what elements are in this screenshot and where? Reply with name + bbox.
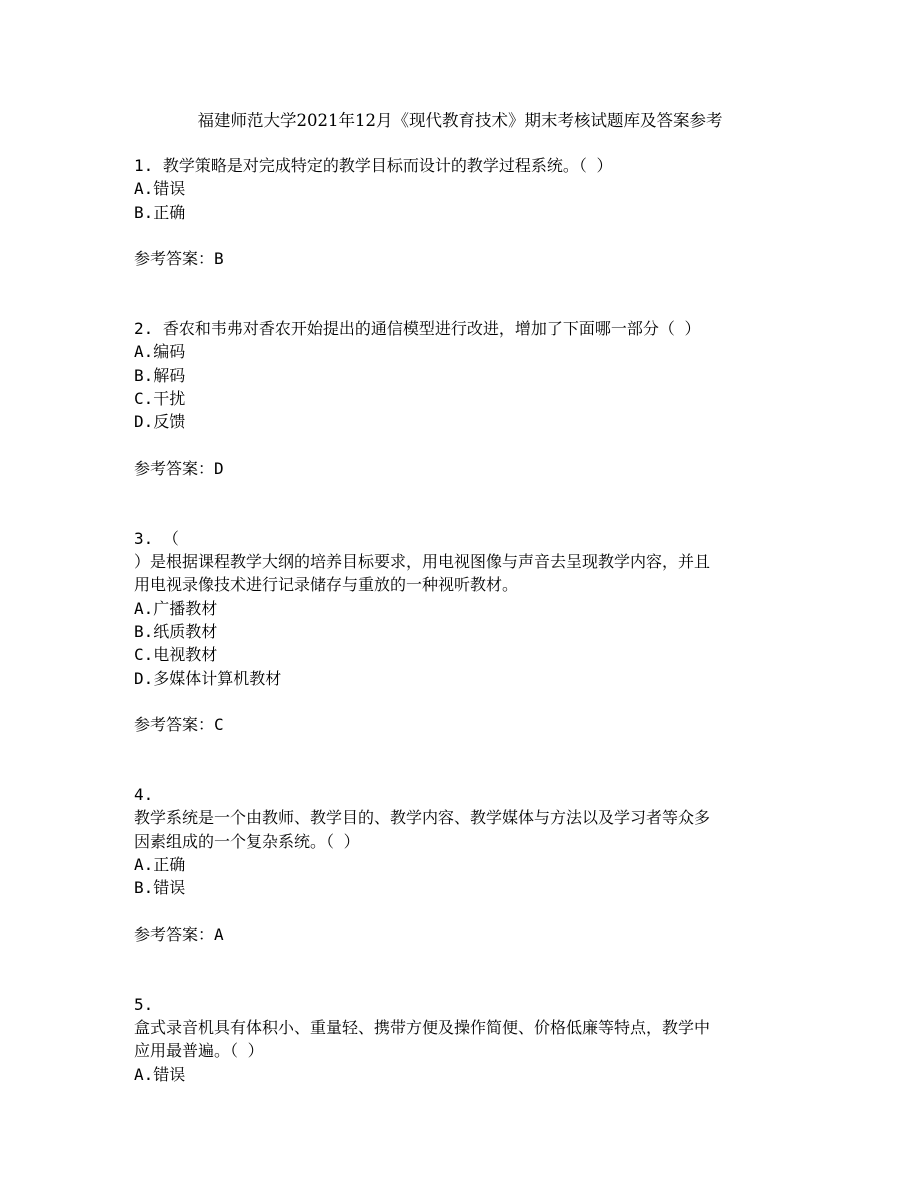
question-1 xyxy=(134,154,794,270)
question-3-stem-line-3: 用电视录像技术进行记录储存与重放的一种视听教材。 xyxy=(134,575,519,595)
question-1-option-a: A.错误 xyxy=(134,179,186,199)
question-1-answer: 参考答案：B xyxy=(134,249,224,269)
question-4 xyxy=(134,783,794,946)
question-3-stem-line-1: 3. （ xyxy=(134,528,179,548)
question-5 xyxy=(134,993,794,1086)
question-3-option-b: B.纸质教材 xyxy=(134,621,218,641)
question-1-stem: 1. 教学策略是对完成特定的教学目标而设计的教学过程系统。（ ） xyxy=(134,156,613,175)
question-4-option-b: B.错误 xyxy=(134,878,186,898)
question-2-answer: 参考答案：D xyxy=(134,458,224,478)
question-2-option-d: D.反馈 xyxy=(134,412,186,432)
question-3-option-d: D.多媒体计算机教材 xyxy=(134,668,282,688)
question-3-option-c: C.电视教材 xyxy=(134,645,218,665)
question-2-option-c: C.干扰 xyxy=(134,388,186,408)
question-5-number: 5. xyxy=(134,994,154,1014)
question-list xyxy=(134,154,794,1086)
question-4-number: 4. xyxy=(134,785,154,805)
question-5-option-a: A.错误 xyxy=(134,1064,186,1084)
question-3-stem-line-2: ）是根据课程教学大纲的培养目标要求，用电视图像与声音去呈现教学内容，并且 xyxy=(134,552,711,572)
question-4-option-a: A.正确 xyxy=(134,854,186,874)
question-5-stem-line-1: 盒式录音机具有体积小、重量轻、携带方便及操作简便、价格低廉等特点，教学中 xyxy=(134,1017,711,1037)
question-4-stem-line-2: 因素组成的一个复杂系统。（ ） xyxy=(134,831,360,851)
question-3 xyxy=(134,527,794,737)
question-2-option-a: A.编码 xyxy=(134,342,186,362)
question-2 xyxy=(134,317,794,480)
question-5-stem-line-2: 应用最普遍。（ ） xyxy=(134,1041,264,1061)
question-2-option-b: B.解码 xyxy=(134,365,186,385)
question-1-option-b: B.正确 xyxy=(134,202,186,222)
document-title: 福建师范大学2021年12月《现代教育技术》期末考核试题库及答案参考 xyxy=(197,111,723,130)
question-3-answer: 参考答案：C xyxy=(134,715,224,735)
question-4-answer: 参考答案：A xyxy=(134,924,224,944)
question-4-stem-line-1: 教学系统是一个由教师、教学目的、教学内容、教学媒体与方法以及学习者等众多 xyxy=(134,808,711,828)
question-3-option-a: A.广播教材 xyxy=(134,598,218,618)
question-2-stem: 2. 香农和韦弗对香农开始提出的通信模型进行改进，增加了下面哪一部分（ ） xyxy=(134,319,701,339)
